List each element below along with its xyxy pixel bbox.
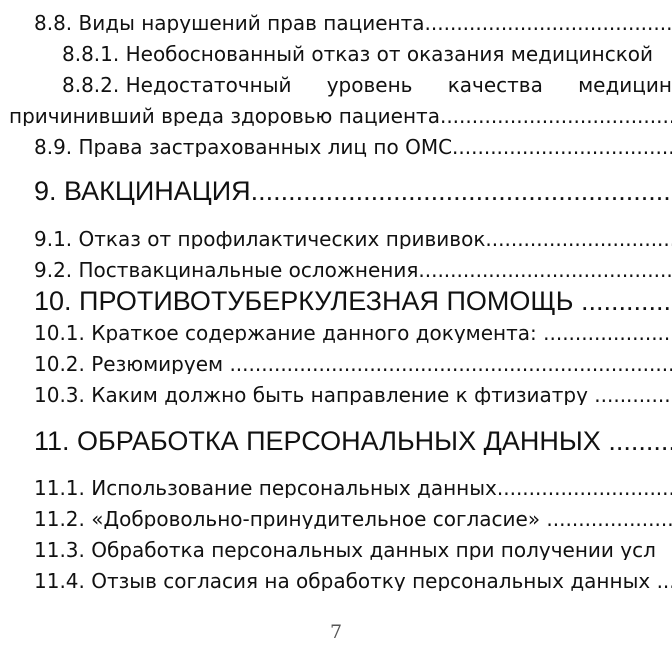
toc-chapter-text: 9. ВАКЦИНАЦИЯ — [34, 178, 251, 205]
toc-entry-text: 10.3. Каким должно быть направление к фтизиатру — [34, 385, 588, 405]
toc-entry-10-2[interactable] — [0, 354, 672, 374]
toc-entry-text: 8.9. Права застрахованных лиц по ОМС — [34, 137, 453, 157]
toc-entry-text: 11.4. Отзыв согласия на обработку персональных данных — [34, 571, 651, 591]
toc-word: 8.8.2. Недостаточный — [62, 73, 292, 97]
toc-entry-10-3[interactable] — [0, 385, 672, 405]
toc-entry-text: 11.2. «Добровольно-принудительное согласие» — [34, 509, 541, 529]
toc-entry-text: 11.3. Обработка персональных данных при получении усл — [34, 540, 656, 560]
dot-leader — [425, 13, 672, 33]
toc-chapter-10[interactable] — [0, 288, 672, 315]
toc-entry-11-3[interactable] — [0, 540, 672, 560]
toc-entry-text: 8.8. Виды нарушений прав пациента — [34, 13, 425, 33]
toc-entry-text: причинивший вреда здоровью пациента — [9, 106, 440, 126]
toc-entry-8-8-2-continued[interactable] — [0, 106, 672, 126]
dot-leader — [452, 137, 672, 157]
dot-leader — [546, 509, 672, 529]
toc-entry-text: 10.1. Краткое содержание данного документа: — [34, 323, 537, 343]
dot-leader — [608, 428, 672, 455]
dot-leader — [251, 178, 672, 205]
toc-entry-8-9[interactable] — [0, 137, 672, 157]
toc-entry-text: 10.2. Резюмируем — [34, 354, 224, 374]
toc-word: уровень — [326, 73, 413, 97]
toc-entry-11-4[interactable] — [0, 571, 672, 591]
toc-entry-8-8[interactable] — [0, 13, 672, 33]
toc-chapter-text: 10. ПРОТИВОТУБЕРКУЛЕЗНАЯ ПОМОЩЬ — [34, 288, 574, 315]
toc-entry-11-1[interactable] — [0, 478, 672, 498]
toc-entry-8-8-1[interactable] — [0, 44, 672, 64]
toc-chapter-9[interactable] — [0, 178, 672, 205]
dot-leader — [497, 478, 672, 498]
page-number: 7 — [329, 621, 343, 643]
dot-leader — [418, 260, 672, 280]
toc-word: медицин — [578, 73, 672, 97]
toc-entry-11-2[interactable] — [0, 509, 672, 529]
dot-leader — [543, 323, 672, 343]
toc-entry-9-2[interactable] — [0, 260, 672, 280]
toc-entry-10-1[interactable] — [0, 323, 672, 343]
toc-entry-9-1[interactable] — [0, 229, 672, 249]
toc-word: качества — [447, 73, 543, 97]
toc-entry-8-8-2[interactable] — [62, 75, 672, 95]
toc-entry-text: 11.1. Использование персональных данных — [34, 478, 497, 498]
dot-leader — [594, 385, 672, 405]
toc-entry-text: 9.2. Поствакцинальные осложнения — [34, 260, 419, 280]
toc-chapter-text: 11. ОБРАБОТКА ПЕРСОНАЛЬНЫХ ДАННЫХ — [34, 428, 601, 455]
dot-leader — [581, 288, 672, 315]
dot-leader — [229, 354, 672, 374]
toc-entry-text: 8.8.1. Необоснованный отказ от оказания медицинской — [62, 44, 654, 64]
toc-chapter-11[interactable] — [0, 428, 672, 455]
dot-leader — [657, 571, 672, 591]
dot-leader — [440, 106, 672, 126]
dot-leader — [485, 229, 672, 249]
toc-entry-text: 9.1. Отказ от профилактических прививок — [34, 229, 486, 249]
